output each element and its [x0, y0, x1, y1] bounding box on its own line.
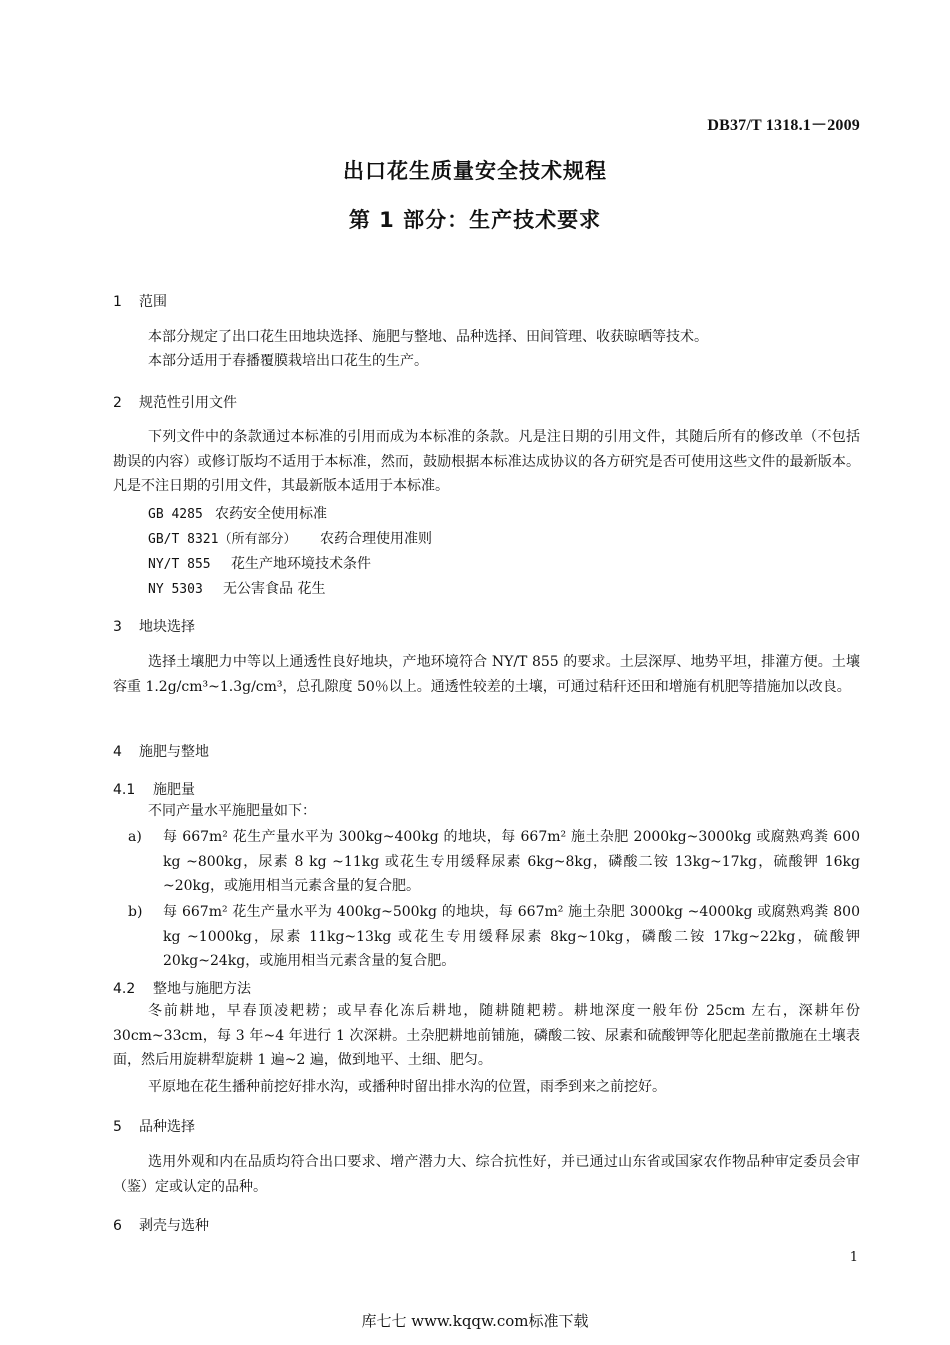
section-title: 规范性引用文件	[139, 395, 237, 411]
reference-item	[148, 578, 325, 598]
section-title: 施肥量	[153, 782, 195, 798]
reference-code: NY/T 855	[148, 557, 211, 572]
section-2-paragraph: 下列文件中的条款通过本标准的引用而成为本标准的条款。凡是注日期的引用文件，其随后所有的修改单（不包括勘误的内容）或修订版均不适用于本标准，然而，鼓励根据本标准达成协议的各方研究是否可使用这些文件的最新版本。凡是不注日期的引用文件，其最新版本适用于本标准。	[113, 429, 860, 494]
section-4-2-heading	[113, 978, 251, 998]
section-4-1-intro: 不同产量水平施肥量如下：	[148, 803, 316, 819]
section-3-heading	[113, 616, 195, 636]
list-marker: b)	[128, 904, 143, 920]
section-5-heading	[113, 1116, 195, 1136]
section-1-heading	[113, 291, 167, 311]
section-title: 范围	[139, 294, 167, 310]
section-number: 1	[113, 294, 122, 310]
section-3-paragraph: 选择土壤肥力中等以上通透性良好地块，产地环境符合 NY/T 855 的要求。土层深厚、地势平坦，排灌方便。土壤容重 1.2g/cm³~1.3g/cm³，总孔隙度 50％以上。通透性较差的土壤，可通过秸秆还田和增施有机肥等措施加以改良。	[113, 654, 860, 695]
section-2-heading	[113, 392, 237, 412]
section-6-heading	[113, 1215, 209, 1235]
section-number: 4.1	[113, 782, 136, 798]
reference-name: 花生产地环境技术条件	[231, 556, 371, 572]
section-number: 3	[113, 619, 122, 635]
document-subtitle: 第 1 部分：生产技术要求	[348, 208, 602, 232]
section-1-paragraph-1: 本部分规定了出口花生田地块选择、施肥与整地、品种选择、田间管理、收获晾晒等技术。	[148, 329, 708, 345]
section-4-2-paragraph-1: 冬前耕地，早春顶凌耙耢；或早春化冻后耕地，随耕随耙耢。耕地深度一般年份 25cm 左右，深耕年份 30cm~33cm，每 3 年~4 年进行 1 次深耕。土杂肥耕地前铺施，磷酸二铵、尿素和硫酸钾等化肥起垄前撒施在土壤表面，然后用旋耕犁旋耕 1 遍~2 遍，做到地平、土细、肥匀。	[113, 1003, 860, 1068]
reference-name: 农药安全使用标准	[215, 506, 327, 522]
section-title: 整地与施肥方法	[153, 981, 251, 997]
footer-watermark: 库七七 www.kqqw.com标准下载	[361, 1312, 589, 1330]
reference-item	[148, 553, 371, 573]
section-number: 6	[113, 1218, 122, 1234]
section-title: 品种选择	[139, 1119, 195, 1135]
section-4-heading	[113, 741, 209, 761]
section-1-paragraph-2: 本部分适用于春播覆膜栽培出口花生的生产。	[148, 353, 428, 369]
section-4-2-paragraph-2: 平原地在花生播种前挖好排水沟，或播种时留出排水沟的位置，雨季到来之前挖好。	[148, 1079, 666, 1095]
reference-name: 农药合理使用准则	[320, 531, 432, 547]
section-number: 2	[113, 395, 122, 411]
list-text: 每 667m² 花生产量水平为 300kg~400kg 的地块，每 667m² 施土杂肥 2000kg~3000kg 或腐熟鸡粪 600 kg ~800kg，尿素 8 kg ~11kg 或花生专用缓释尿素 6kg~8kg，磷酸二铵 13kg~17kg，硫酸钾 16kg ~20kg，或施用相当元素含量的复合肥。	[163, 829, 860, 894]
standard-code: DB37/T 1318.1－2009	[707, 117, 860, 134]
section-number: 5	[113, 1119, 122, 1135]
document-title: 出口花生质量安全技术规程	[343, 159, 607, 183]
reference-code: NY 5303	[148, 582, 203, 597]
reference-item	[148, 503, 327, 523]
reference-name: 无公害食品 花生	[223, 581, 326, 597]
section-title: 地块选择	[139, 619, 195, 635]
section-title: 剥壳与选种	[139, 1218, 209, 1234]
reference-code: GB/T 8321（所有部分）	[148, 532, 297, 547]
section-title: 施肥与整地	[139, 744, 209, 760]
page-number: 1	[849, 1250, 858, 1265]
list-marker: a)	[128, 829, 142, 845]
section-5-paragraph: 选用外观和内在品质均符合出口要求、增产潜力大、综合抗性好，并已通过山东省或国家农作物品种审定委员会审（鉴）定或认定的品种。	[113, 1154, 860, 1195]
list-text: 每 667m² 花生产量水平为 400kg~500kg 的地块，每 667m² 施土杂肥 3000kg ~4000kg 或腐熟鸡粪 800 kg ~1000kg，尿素 11kg~13kg 或花生专用缓释尿素 8kg~10kg，磷酸二铵 17kg~22kg，硫酸钾 20kg~24kg，或施用相当元素含量的复合肥。	[163, 904, 860, 969]
section-number: 4	[113, 744, 122, 760]
section-number: 4.2	[113, 981, 136, 997]
section-4-1-heading	[113, 779, 195, 799]
reference-code: GB 4285	[148, 507, 203, 522]
reference-item	[148, 528, 432, 548]
